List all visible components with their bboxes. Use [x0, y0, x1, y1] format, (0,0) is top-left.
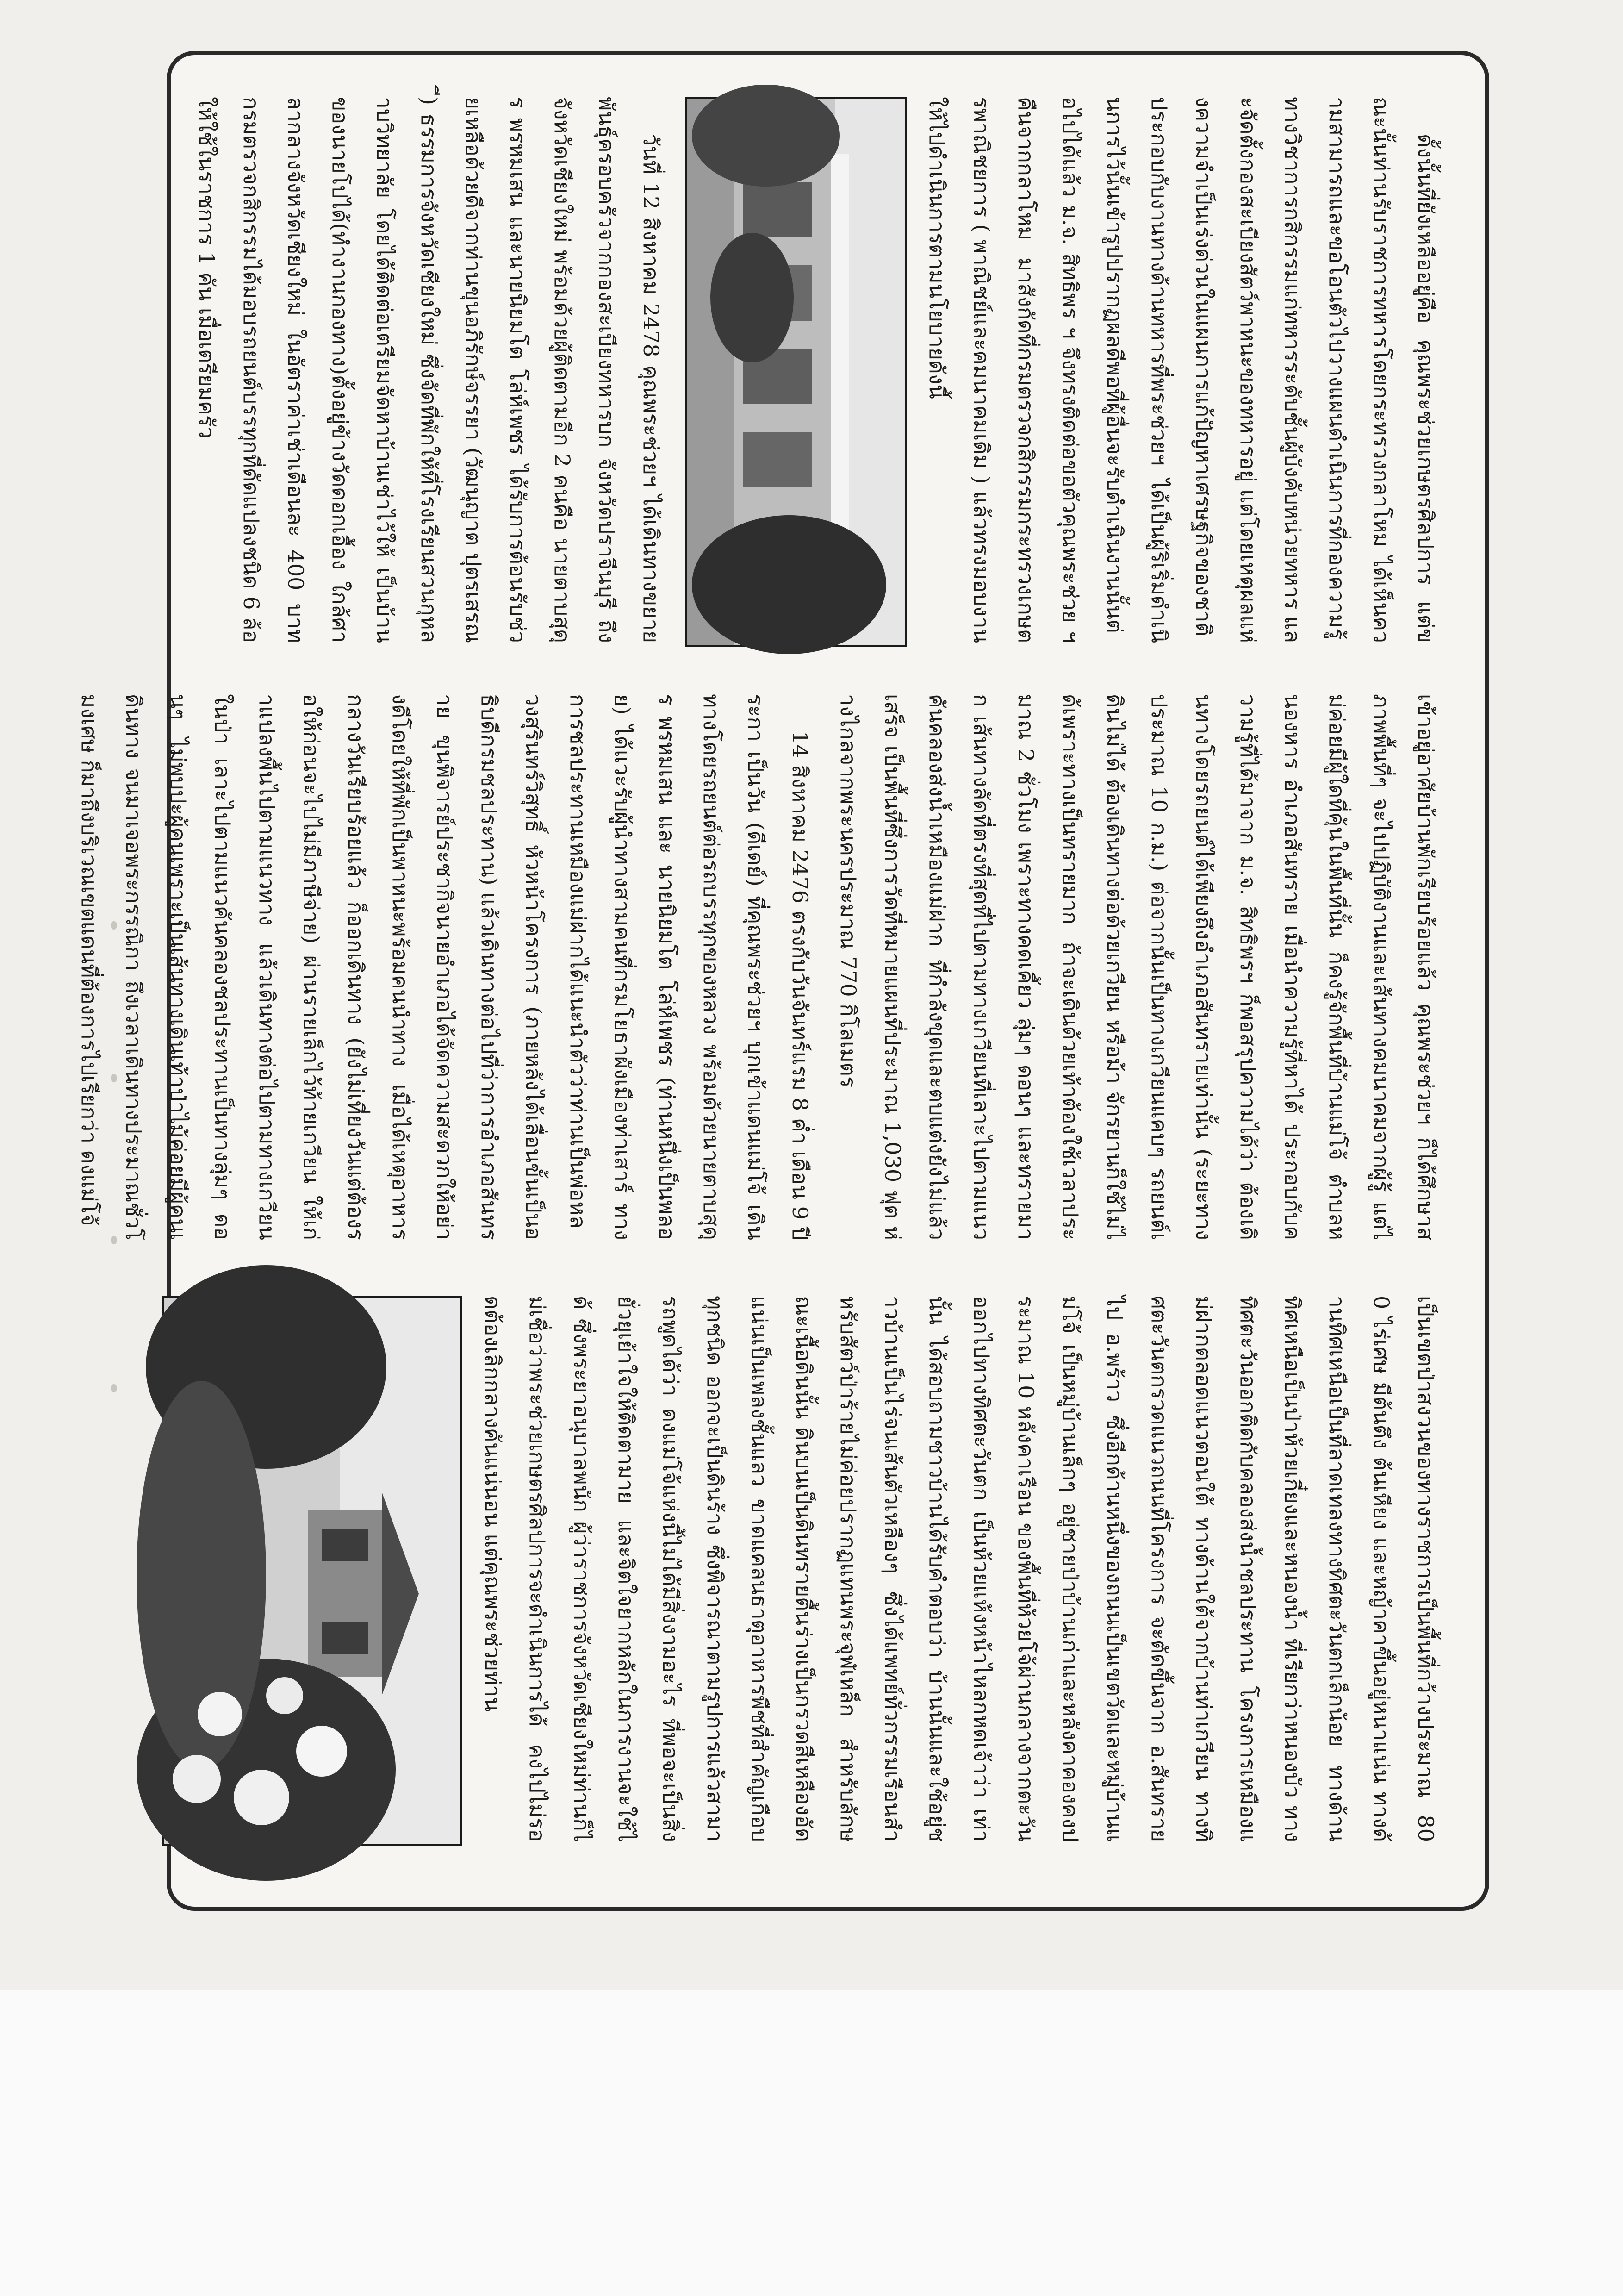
blank-lower-area	[0, 1990, 1623, 2296]
rotated-page	[77, 55, 1485, 1907]
col1-paragraph-2: วันที่ 12 สิงหาคม 2478 คุณพระช่วยฯ ได้เดินทางขยายพันธุ์ครอบครัวจากกองสะเบียงทหารบก จังหวัดปราจีนบุรี ถึงจังหวัดเชียงใหม่ พร้อมด้วยผู้ติดตามอีก 2 คนคือ นายตาบสุดุร พรหมเสน และนายนิยมโต โล่ห์เพชร ได้รับการต้อนรับช่วยเหลือด้วยดีจากท่านขุนอภิรักษ์จรรยา (วัฒนุญาต ปุตรเสรณี) ธรรมการจังหวัดเชียงใหม่ ซึ่งจัดที่พักให้ที่โรงเรียนสวนกุหลาบวิทยาลัย โดยได้ติดต่อเตรียมจัดหาบ้านเช่าไว้ให้ เป็นบ้านของนายโปได้(ทำงานกองทาง)ตั้งอยู่ข้างวัดดอกเอื้อง ใกล้ศาลากลางจังหวัดเชียงใหม่ ในอัตราค่าเช่าเดือนละ 400 บาท กรมตรวจกสิกรรมได้มอบรถยนต์บรรทุกที่ดัดแปลงชนิด 6 ล้อให้ใช้ในราชการ 1 คัน เมื่อเตรียมครัว	[194, 97, 664, 643]
photo-building-image	[687, 99, 905, 645]
photo-garden-image	[164, 1298, 460, 1844]
col3-paragraph-1: เป็นเขตป่าสงวนของทางราชการเป็นพื้นที่กว้างประมาณ 800 ไร่เศษ มีต้นตึง ต้นเหียง และหญ้าคาขึ้นอยู่หนาแน่น ทางด้านทิศเหนือเป็นที่ลาดเทลงทางทิศตะวันตกเล็กน้อย ทางด้านทิศเหนือเป็นป่าห้วยเกี๋ยงและหนองน้ำ ที่เรียกว่าหนองบัว ทางทิศตะวันออกติดกับคลองส่งน้ำชลประทาน โครงการเหมืองแม่ฝากตลอดแนวตอนใต้ ทางด้านใต้จากบ้านท่าเกวียน ทางทิศตะวันตกรวดแนวถนนที่โครงการ จะตัดขึ้นจาก อ.สันทรายไป อ.พร้าว ซึ่งอีกด้านหนึ่งของถนนเป็นเขตวัดและหมู่บ้านแม่โจ้ เป็นหมู่บ้านเล็กๆ อยู่ชายป่าบ้านเก่าและหลังคาคองคงประมาณ 10 หลังคาเรือน ของพื้นที่ห้วยโจ้ผ่านกลางจากตะวันออกไปทางทิศตะวันตก เป็นห้วยแห้งหน้าไหลกหดเจ้าว่า เท่านั้น ได้สอบถามชาวบ้านได้รับคำตอบว่า บ้านนั้นและใช้อยู่ชาวบ้านเป็นไร่จนเส้นตัวเหลืองๆ ซึ่งได้แพทย์ทั่วกรรมเรือนสำหรับสัตว์ป่าร้ายไม่ค่อยปรากฏแทนพระจุฬเหล็ก สำหรับลักษณะเนื้อดินนั้น ดินบนเป็นดินทรายตื้นร่างเป็นกรวดสีเหลืองอัดแน่นเป็นเพลงชั้นแลว ขาดแคลนธาตุอาหารพืชที่สำคัญเกือบทุกชนิด ออกจะเป็นดินร้าง ซึ่งพิจารณาตามรูปการแล้วสามารถพูดได้ว่า ดงแม่โจ้แห่งนี้ไม่ได้มีสิ่งงามอะไร ที่พอจะเป็นสิ่งยั่วยุเย้าใจให้ติดตามาย และจิตใจยากหลักในการงานจะใช้ได้ ซึ่งพระยาอนุบาลพนัก ผู้ว่าราชการจังหวัดเชียงใหม่ท่านก็ไม่เชื่อว่าพระช่วยเกษตรศิลปการจะดำเนินการได้ คงไปไม่รอดต้องเลิกกลางคันแน่นอน แต่คุณพระช่วยท่าน	[480, 1296, 1438, 1842]
column-1	[194, 97, 1448, 643]
photo-garden-house	[162, 1296, 462, 1846]
col2-paragraph-2: 14 สิงหาคม 2476 ตรงกับวันจันทร์แรม 8 ค่ำ เดือน 9 ปีระกา เป็นวัน (ดีเดย์) ที่คุณพระช่วยฯ บุกเข้าแดนแม่โจ้ เดินทางโดยรถยนต์ต่อรถบรรทุกของหลวง พร้อมด้วยนายตาบสุดุร พรหมเสน และ นายนิยมโต โล่ห์เพชร (ท่านหนึ่งเป็นพลอย) ได้แวะรับผู้นำทางสามคนที่กรมโยธาผังเมืองท่าเสาร์ ทางการชลประทานเหมืองแม่ฝากได้แนะนำตัวว่าท่านเป็นพ่อหลวงสุรินทร์วิสุทธิ์ หัวหน้าโครงการ (ภายหลังได้เลื่อนขั้นเป็นอธิบดีกรมชลประทาน) แล้วเดินทางต่อไปที่ว่าการอำเภอสันทราย ขุนพิจารย์ประชากิจนายอำเภอได้จัดความสะดวกให้อย่างดีโดยให้ที่พักเป็นพาหนะพร้อมคนนำทาง เมื่อได้เหตุอาหารกลางวันเรียบร้อยแล้ว ก็ออกเดินทาง (ยังไม่เที่ยงวันแต่ต้องรอให้ก่อนจะไปไม่มีภาษีจ่าย) ผ่านรายเล็กไว้ท้ายเกวียน ให้เก่าแปลงพื้นไปตามแนวทาง แล้วเดินทางต่อไปตามทางเกวียน ในป่า เลาะไปตามแนวคันคลองชลประทานเป็นทางลุ่มๆ ดอนๆ ไม่พบปะผู้คนเพราะเป็นเส้นทางเดินเท้าป่าไม้ค่อยมีผู้คนเดินทาง จนมาเจอพระกรรณิกา ถึงเวลาเดินทางประมาณชั่วโมงเศษ ก็มาถึงบริเวณเขตแดนที่ต้องการไปเรียกว่า ดงแม่โจ้	[77, 694, 813, 1240]
page-frame	[77, 51, 1489, 1911]
binder-hole-mark	[111, 1384, 117, 1392]
col2-paragraph-1: เข้าอยู่อาศัยบ้านพักเรียบร้อยแล้ว คุณพระช่วยฯ ก็ได้ศึกษาสภาพพื้นที่ๆ จะไปปฏิบัติงานและเส้นทางคมนาคมจากผู้รู้ แต่ไม่ค่อยมีผู้ใดที่คุ้นในพื้นที่นั้น ก็คงรู้จักพื้นที่บ้านแม่โจ้ ตำบลหนองหาร อำเภอสันทราย เมื่อนำความรู้ที่หาได้ ประกอบกับความรู้ที่ได้มาจาก ม.จ. สิทธิพรฯ ก็พอสรุปความได้ว่า ต้องเดินทางโดยรถยนต์ได้เพียงถึงอำเภอสันทรายเท่านั้น (ระยะทางประมาณ 10 ก.ม.) ต่อจากนั้นเป็นทางเกวียนแคบๆ รถยนต์เดินไม่ได้ ต้องเดินทางต่อด้วยเกวียน หรือม้า จักรยานก็ใช้ไม่ได้เพราะทางเป็นทรายมาก ถ้าจะเดินด้วยเท้าต้องใช้เวลาประมาณ 2 ชั่วโมง เพราะทางคดเคี้ยว ลุ่มๆ ดอนๆ และทรายมาก เส้นทางลัดที่ตรงที่สุดที่ไปตามทางเกวียนที่เลาะไปตามแนวคันคลองส่งน้ำเหมืองแม่ฝาก ที่กำลังขุดและตบแต่งยังไม่แล้วเสร็จ เป็นพื้นที่ซึ่งการวัดที่หมายแผนที่ประมาณ 1,030 ฟุต ห่างไกลจากพระนครประมาณ 770 กิโลเมตร	[836, 694, 1438, 1240]
col1-paragraph-1: ดั้งนั้นที่ยังเหลืออยู่คือ คุณพระช่วยเกษตรศิลปการ แต่ขณะนั้นท่านรับราชการทหารโดยกระทรวงกลาโหม ได้เห็นความสามารถและขอโอนตัวไปวางแผนดำเนินการที่กองความรู้ทางวิชาการกสิกรรมแก่ทหารระดับชั้นผู้บังคับหน่วยทหาร และจัดตั้งกองสะเบียงสัตว์พาหนะของทหารอยู่ แต่โดยเหตุผลแห่งความจำเป็นเร่งด่วนในแผนการแก้ปัญหาเศรษฐกิจของชาติ ประกอบกับงานทางด้านทหารที่พระช่วยฯ ได้เป็นผู้ริเริ่มดำเนินการไว้นั้นเข้ารูปปรากฏผลดีพอที่ผู้อื่นจะรับดำเนินงานนั้นต่อไปได้แล้ว ม.จ. สิทธิพร ฯ จึงทรงติดต่อขอตัวคุณพระช่วย ฯ คืนจากกลาโหม มาสังกัดที่กรมตรวจกสิกรรมกระทรวงเกษตรพาณิชยการ ( พาณิชย์และคมนาคมเดิม ) แล้วทรงมอบงานให้ไปดำเนินการตามนโยบายดังนี้	[925, 97, 1438, 643]
column-2	[77, 694, 1448, 1240]
photo-building-front	[685, 97, 907, 647]
column-3	[208, 1296, 1448, 1842]
